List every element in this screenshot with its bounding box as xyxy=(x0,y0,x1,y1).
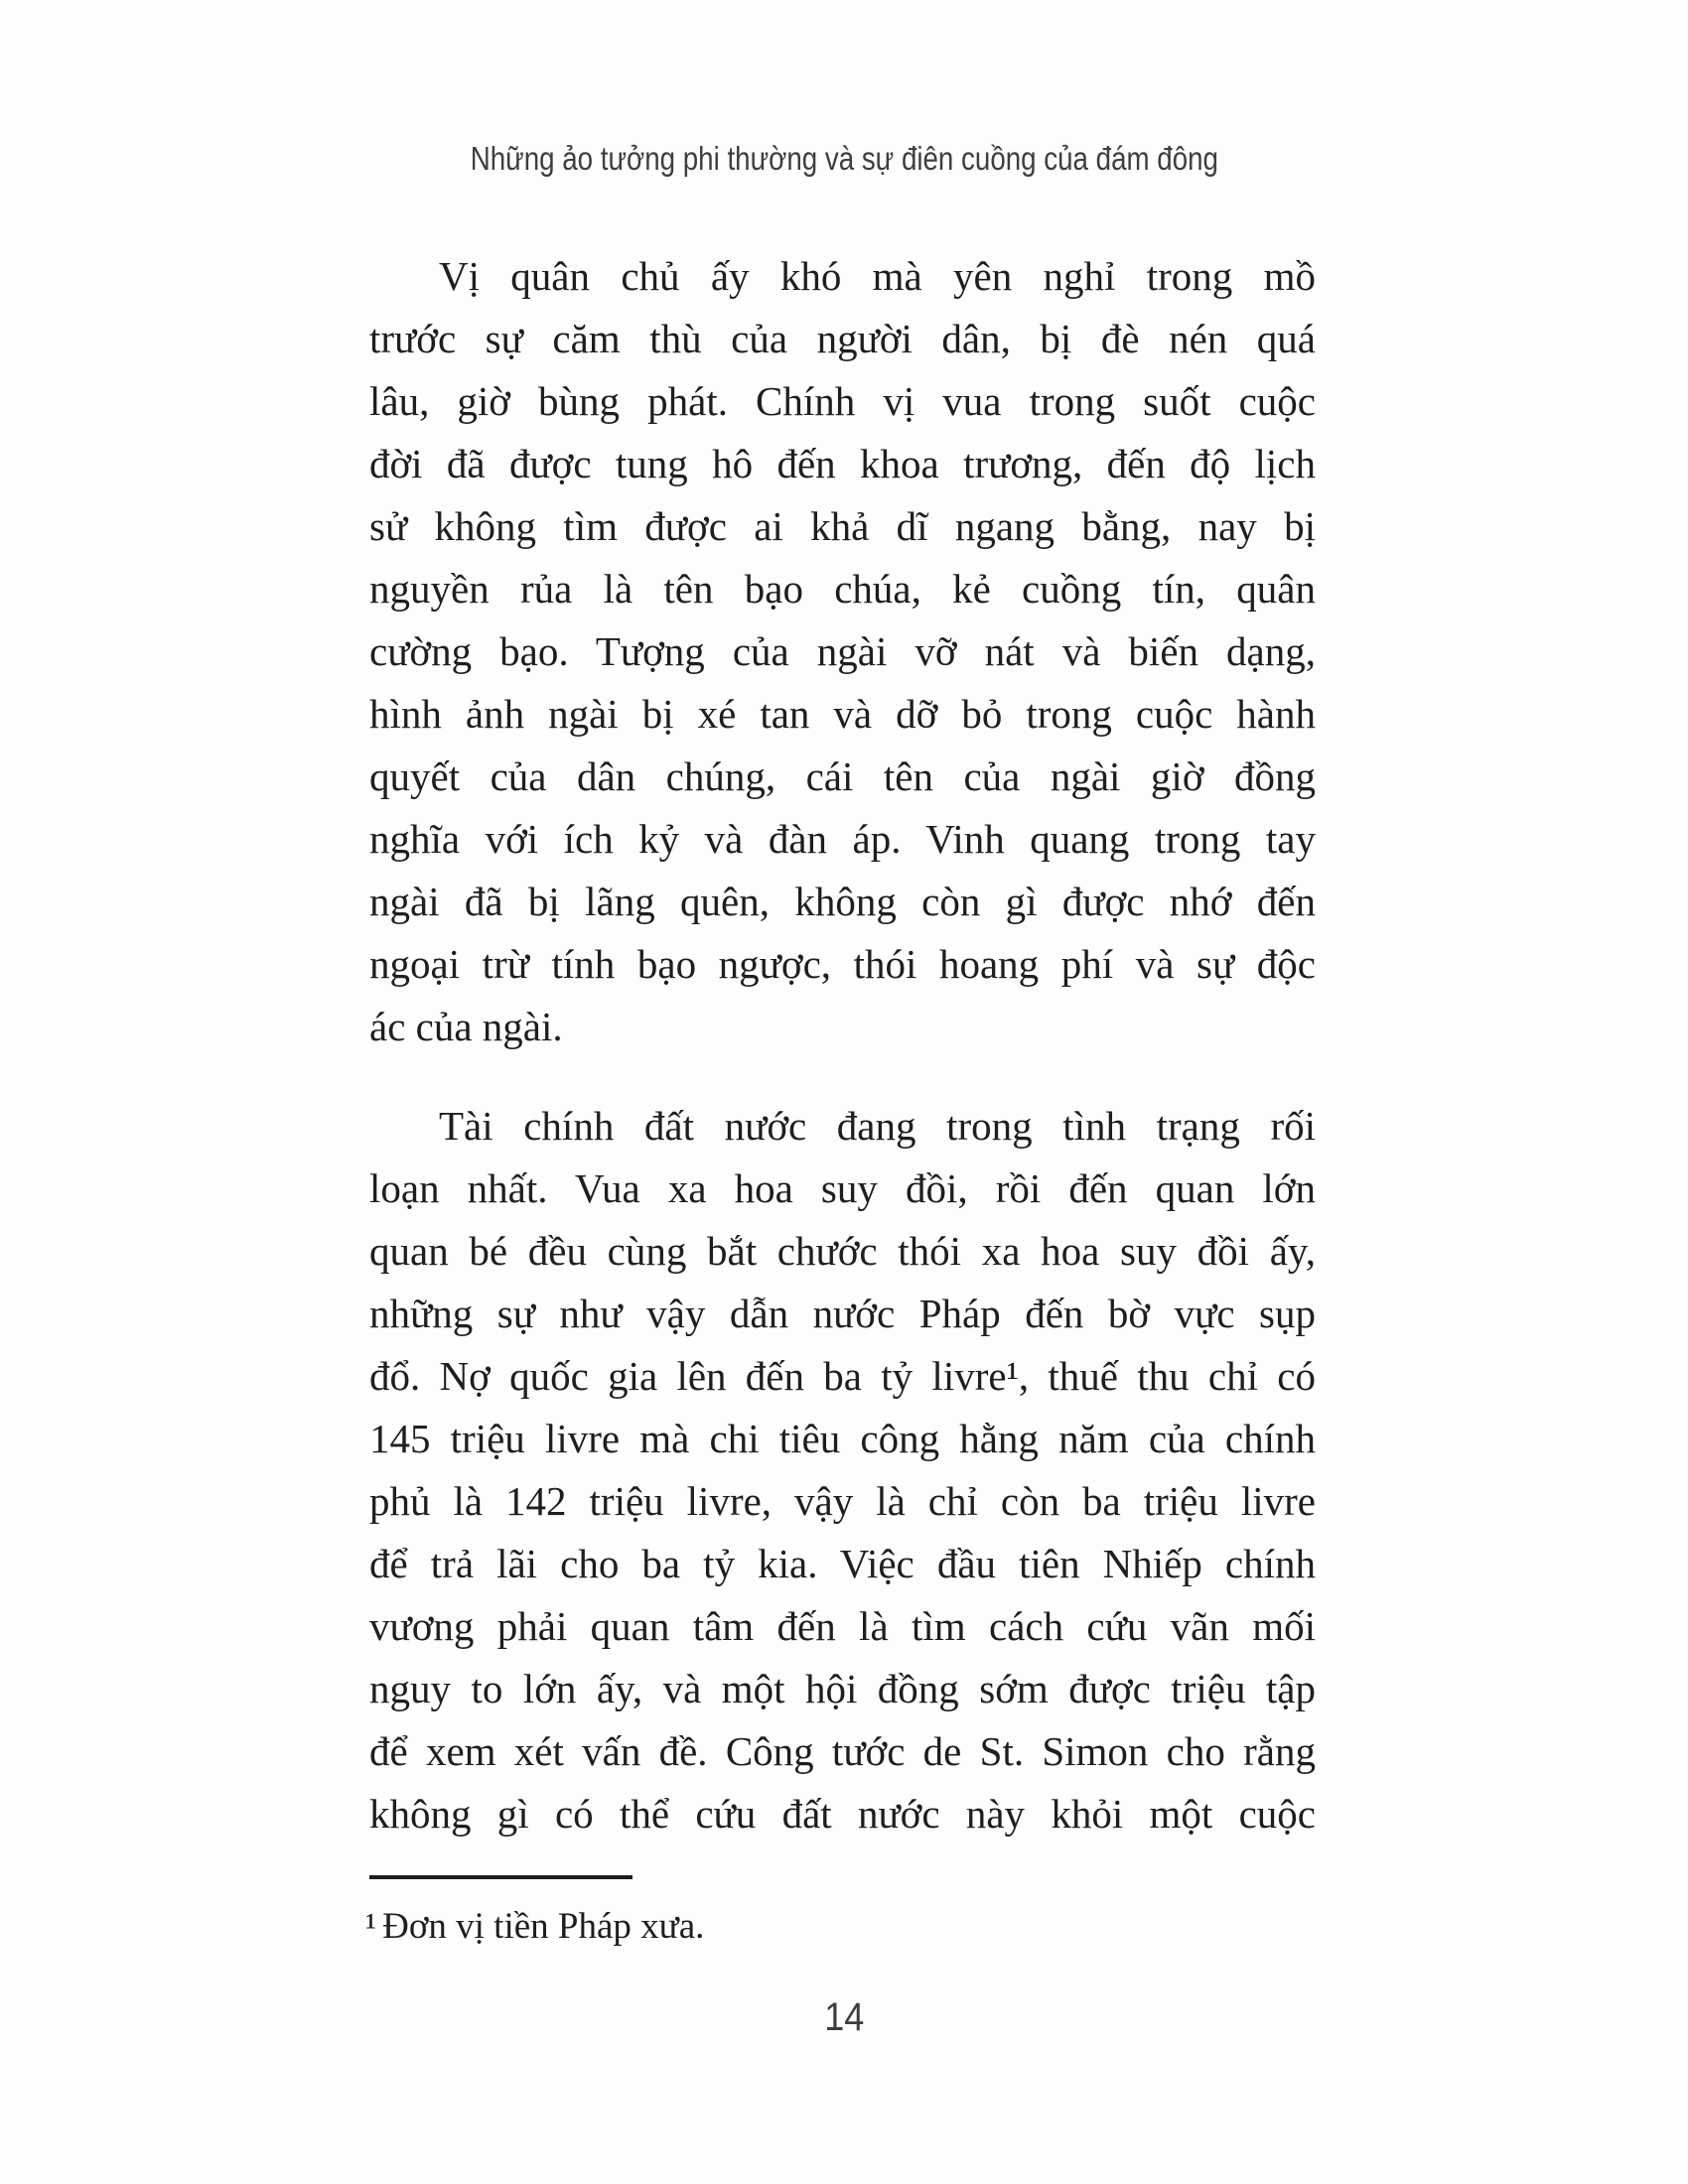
body-line: Tài chính đất nước đang trong tình trạng rối xyxy=(439,1103,1316,1149)
body-line: quyết của dân chúng, cái tên của ngài giờ đồng xyxy=(369,753,1316,799)
paragraph xyxy=(369,245,1316,1058)
body-line: trước sự căm thù của người dân, bị đè nén quá xyxy=(369,316,1316,361)
footnote-text: Đơn vị tiền Pháp xưa. xyxy=(382,1906,705,1947)
body-line: đổ. Nợ quốc gia lên đến ba tỷ livre¹, thuế thu chỉ có xyxy=(369,1353,1316,1399)
page-number-value: 14 xyxy=(823,1995,865,2039)
body-line: những sự như vậy dẫn nước Pháp đến bờ vực sụp xyxy=(369,1291,1316,1336)
page-number xyxy=(0,1993,1688,2041)
body-line: sử không tìm được ai khả dĩ ngang bằng, nay bị xyxy=(369,503,1316,549)
body-line: đời đã được tung hô đến khoa trương, đến độ lịch xyxy=(369,441,1316,486)
paragraph xyxy=(369,1095,1316,1845)
body-line: không gì có thể cứu đất nước này khỏi một cuộc xyxy=(369,1791,1316,1837)
body-line: để trả lãi cho ba tỷ kia. Việc đầu tiên Nhiếp chính xyxy=(369,1541,1316,1586)
body-line: ngài đã bị lãng quên, không còn gì được nhớ đến xyxy=(369,879,1316,924)
body-line: ngoại trừ tính bạo ngược, thói hoang phí và sự độc xyxy=(369,941,1316,987)
body-line: ác của ngài. xyxy=(369,1004,563,1049)
body-line: vương phải quan tâm đến là tìm cách cứu vãn mối xyxy=(369,1603,1316,1649)
body-line: để xem xét vấn đề. Công tước de St. Simon cho rằng xyxy=(369,1728,1316,1774)
footnote-divider xyxy=(369,1875,633,1879)
body-line: quan bé đều cùng bắt chước thói xa hoa suy đồi ấy, xyxy=(369,1228,1316,1274)
body-line: nguy to lớn ấy, và một hội đồng sớm được triệu tập xyxy=(369,1666,1316,1711)
body-line: loạn nhất. Vua xa hoa suy đồi, rồi đến quan lớn xyxy=(369,1165,1316,1211)
footnote xyxy=(365,1902,1316,1952)
body-line: nguyền rủa là tên bạo chúa, kẻ cuồng tín, quân xyxy=(369,566,1316,612)
body-line: phủ là 142 triệu livre, vậy là chỉ còn ba triệu livre xyxy=(369,1478,1316,1524)
running-header xyxy=(0,139,1688,179)
body-line: cường bạo. Tượng của ngài vỡ nát và biến dạng, xyxy=(369,628,1316,674)
body-line: lâu, giờ bùng phát. Chính vị vua trong suốt cuộc xyxy=(369,378,1316,424)
body-line: nghĩa với ích kỷ và đàn áp. Vinh quang trong tay xyxy=(369,816,1316,862)
running-header-text: Những ảo tưởng phi thường và sự điên cuồng của đám đông xyxy=(470,140,1218,177)
body-line: 145 triệu livre mà chi tiêu công hằng năm của chính xyxy=(369,1416,1316,1461)
footnote-marker: ¹ xyxy=(365,1906,377,1947)
body-line: Vị quân chủ ấy khó mà yên nghỉ trong mồ xyxy=(439,253,1316,299)
body-line: hình ảnh ngài bị xé tan và dỡ bỏ trong cuộc hành xyxy=(369,691,1316,737)
body-text xyxy=(369,245,1316,1845)
